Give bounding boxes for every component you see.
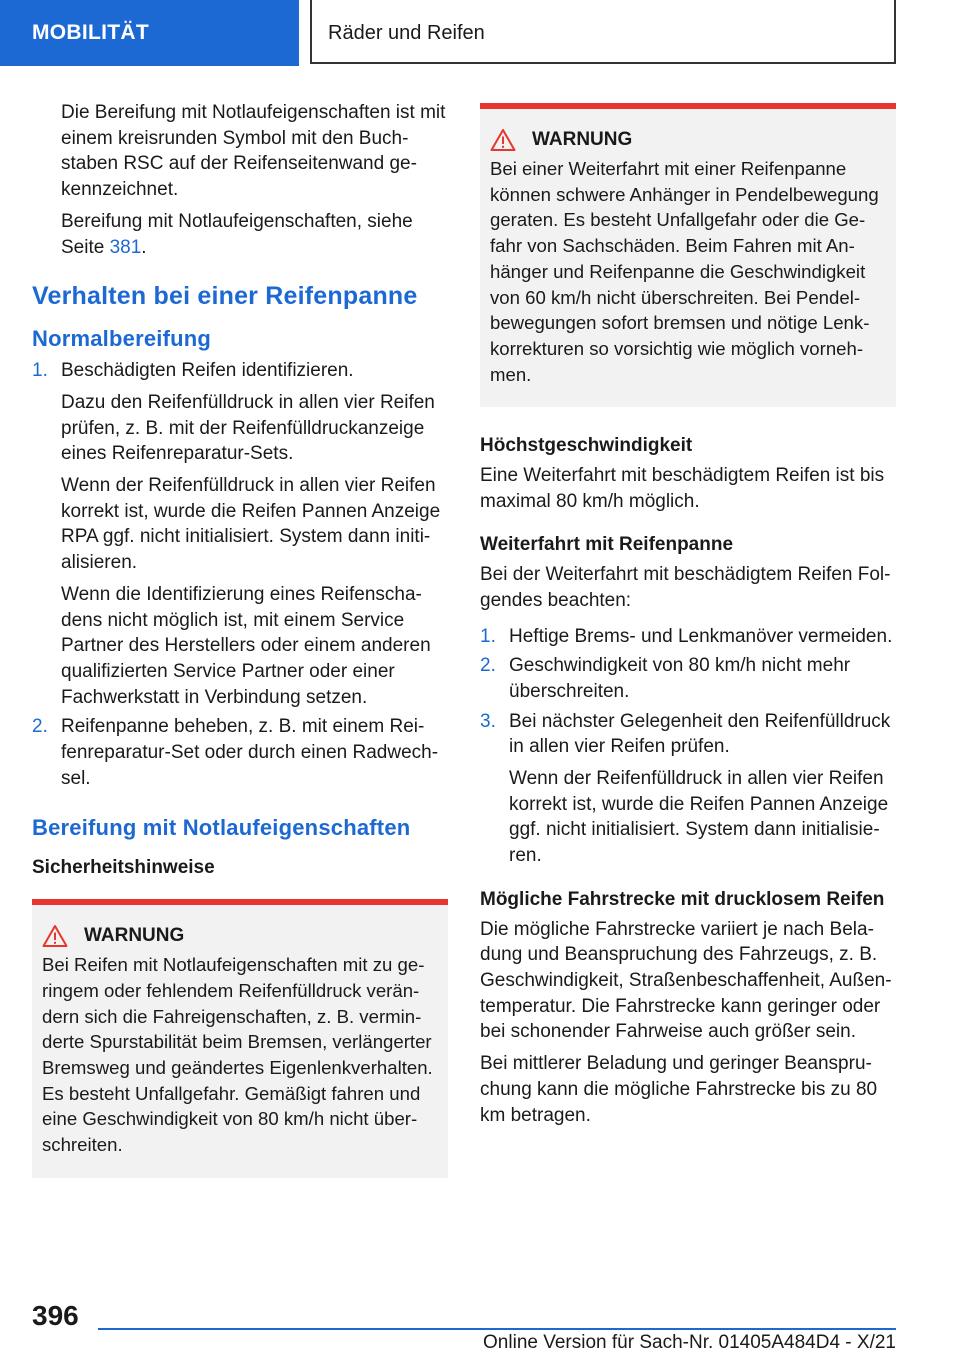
distance-text: Die mögliche Fahrstrecke variiert je nach Beladung und Beanspruchung des Fahrzeugs, z. B. Geschwindigkeit, Straßenbeschaffenheit, Außentemperatur. Die Fahrstrecke kann geringer oder bei schonender Fahrweise auch größer sein. <box>480 918 892 1043</box>
step-number: 1. <box>480 625 496 647</box>
list-item <box>480 624 896 650</box>
warning-box <box>32 899 448 1178</box>
heading-max-speed: Höchstgeschwindigkeit <box>480 435 693 457</box>
heading-flat-tire: Verhalten bei einer Reifenpanne <box>32 282 418 311</box>
footer-online-version: Online Version für Sach-Nr. 01405A484D4 - X/21 <box>483 1332 896 1353</box>
distance-text: Bei mittlerer Beladung und geringer Beanspruchung kann die mögliche Fahrstrecke bis zu 80 km betragen. <box>480 1053 878 1126</box>
chapter-title: Räder und Reifen <box>310 0 896 64</box>
intro-paragraph: Die Bereifung mit Notlaufeigenschaften ist mit einem kreisrunden Symbol mit den Buchstaben RSC auf der Reifenseitenwand gekennzeichnet. <box>61 102 446 201</box>
max-speed-text: Eine Weiterfahrt mit beschädigtem Reifen ist bis maximal 80 km/h möglich. <box>480 465 885 512</box>
warning-label: WARNUNG <box>532 129 633 150</box>
left-column <box>32 100 448 1178</box>
heading-continue-driving: Weiterfahrt mit Reifenpanne <box>480 534 734 556</box>
page-link-381[interactable]: 381 <box>109 236 142 258</box>
heading-safety: Sicherheitshinweise <box>32 857 215 879</box>
page-number: 396 <box>32 1300 79 1331</box>
heading-normal-tires: Normalbereifung <box>32 326 212 352</box>
warning-label: WARNUNG <box>84 925 185 947</box>
left-steps-list <box>32 358 448 791</box>
step-number: 2. <box>480 655 496 677</box>
section-title: MOBILITÄT <box>0 0 299 66</box>
page-header <box>0 0 960 66</box>
list-item <box>480 653 896 704</box>
warning-title <box>42 923 438 948</box>
continue-text: Bei der Weiterfahrt mit beschädigtem Reifen Folgendes beachten: <box>480 564 891 611</box>
step-number: 1. <box>32 360 48 382</box>
step-text: Beschädigten Reifen identifizieren. <box>61 360 354 382</box>
step-text: Reifenpanne beheben, z. B. mit einem Reifenreparatur-Set oder durch einen Radwechsel. <box>61 716 439 789</box>
list-item <box>32 358 448 710</box>
heading-possible-distance: Mögliche Fahrstrecke mit drucklosem Reifen <box>480 888 885 910</box>
warning-box <box>480 103 896 407</box>
step-text: Bei nächster Gelegenheit den Reifenfülldruck in allen vier Reifen prüfen. <box>509 710 891 758</box>
step-text: Dazu den Reifenfülldruck in allen vier Reifen prüfen, z. B. mit der Reifenfülldruckanzeige eines Reifenreparatur-Sets. <box>61 391 435 465</box>
reference-suffix: . <box>141 236 147 258</box>
step-text: Geschwindigkeit von 80 km/h nicht mehr überschreiten. <box>509 655 851 702</box>
reference-text: Bereifung mit Notlaufeigenschaften, siehe Seite <box>61 210 413 258</box>
right-column <box>480 103 896 1128</box>
step-text: Heftige Brems- und Lenkmanöver vermeiden. <box>509 625 893 647</box>
heading-runflat: Bereifung mit Notlaufeigenschaften <box>32 815 411 841</box>
list-item <box>480 709 896 869</box>
step-text: Wenn der Reifenfülldruck in allen vier Reifen korrekt ist, wurde die Reifen Pannen Anzeige ggf. nicht initialisiert. System dann initialisieren. <box>509 768 889 867</box>
list-item <box>32 714 448 791</box>
step-text: Wenn der Reifenfülldruck in allen vier Reifen korrekt ist, wurde die Reifen Pannen Anzeige RPA ggf. nicht initialisiert. System dann initialisieren. <box>61 475 441 574</box>
intro-reference <box>32 209 448 260</box>
warning-text: Bei Reifen mit Notlaufeigenschaften mit zu geringem oder fehlendem Reifenfülldruck verändern sich die Fahreigenschaften, z. B. verminderte Spurstabilität beim Bremsen, verlängerter Bremsweg und geändertes Eigenlenkverhalten. Es besteht Unfallgefahr. Gemäßigt fahren und eine Geschwindigkeit von 80 km/h nicht überschreiten. <box>42 954 433 1156</box>
warning-triangle-icon <box>42 924 68 948</box>
step-number: 2. <box>32 716 48 738</box>
step-number: 3. <box>480 710 496 732</box>
right-steps-list <box>480 624 896 869</box>
warning-text: Bei einer Weiterfahrt mit einer Reifenpanne können schwere Anhänger in Pendelbewegung geraten. Es besteht Unfallgefahr oder die Gefahr von Sachschäden. Beim Fahren mit Anhänger und Reifenpanne die Geschwindigkeit von 60 km/h nicht überschreiten. Bei Pendelbewegungen sofort bremsen und nötige Lenkkorrekturen so vorsichtig wie möglich vornehmen. <box>490 158 879 385</box>
warning-title <box>490 127 886 152</box>
step-text: Wenn die Identifizierung eines Reifenschadens nicht möglich ist, mit einem Service Partner des Herstellers oder einem anderen qualifizierten Service Partner oder einer Fachwerkstatt in Verbindung setzen. <box>61 583 431 708</box>
warning-triangle-icon <box>490 128 516 152</box>
